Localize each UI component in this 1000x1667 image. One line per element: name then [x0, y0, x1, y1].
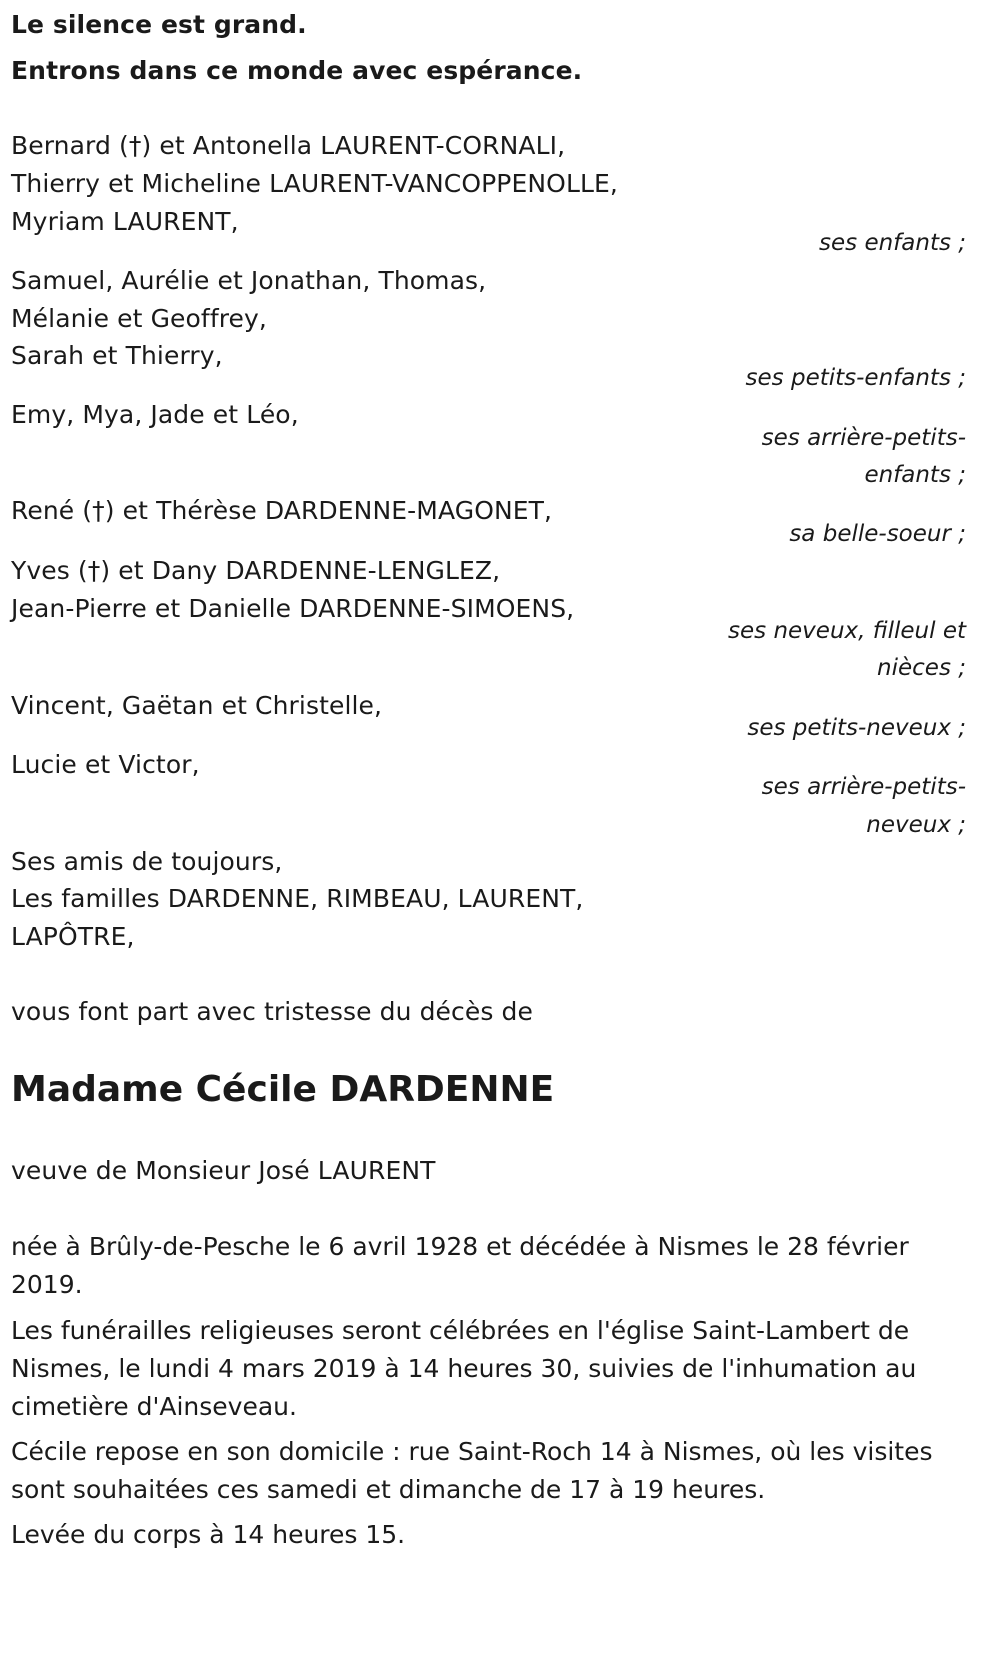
grand-nephews-relation: ses petits-neveux ; — [747, 715, 966, 741]
sister-in-law-relation: sa belle-soeur ; — [789, 521, 966, 547]
children-line-1: Bernard (†) et Antonella LAURENT-CORNALI, — [11, 131, 566, 160]
nephews-relation-1: ses neveux, filleul et — [728, 618, 966, 644]
grandchildren-relation: ses petits-enfants ; — [745, 365, 966, 391]
deceased-name: Madame Cécile DARDENNE — [11, 1069, 555, 1110]
nephews-relation-2: nièces ; — [877, 655, 966, 681]
widow-of-text: veuve de Monsieur José LAURENT — [11, 1156, 436, 1185]
grandchildren-line-2: Mélanie et Geoffrey, — [11, 304, 267, 333]
children-relation: ses enfants ; — [819, 230, 966, 256]
header-line-2: Entrons dans ce monde avec espérance. — [11, 56, 583, 85]
great-grand-nephews-relation-1: ses arrière-petits- — [761, 774, 966, 800]
children-line-3: Myriam LAURENT, — [11, 207, 239, 236]
friends-line-3: LAPÔTRE, — [11, 922, 135, 951]
grandchildren-line-1: Samuel, Aurélie et Jonathan, Thomas, — [11, 266, 487, 295]
great-grandchildren-relation-1: ses arrière-petits- — [761, 425, 966, 451]
great-grand-nephews-line-1: Lucie et Victor, — [11, 750, 200, 779]
birth-death-paragraph: née à Brûly-de-Pesche le 6 avril 1928 et décédée à Nismes le 28 février 2019. — [11, 1232, 909, 1299]
grand-nephews-line-1: Vincent, Gaëtan et Christelle, — [11, 691, 383, 720]
great-grand-nephews-relation-2: neveux ; — [866, 812, 966, 838]
visits-paragraph: Cécile repose en son domicile : rue Saint-Roch 14 à Nismes, où les visites sont souhaitées ces samedi et dimanche de 17 à 19 heures. — [11, 1437, 933, 1504]
levee-paragraph: Levée du corps à 14 heures 15. — [11, 1520, 406, 1549]
sister-in-law-line-1: René (†) et Thérèse DARDENNE-MAGONET, — [11, 496, 553, 525]
friends-line-1: Ses amis de toujours, — [11, 847, 283, 876]
header-line-1: Le silence est grand. — [11, 10, 307, 39]
friends-line-2: Les familles DARDENNE, RIMBEAU, LAURENT, — [11, 884, 584, 913]
announcement-text: vous font part avec tristesse du décès de — [11, 997, 533, 1026]
nephews-line-1: Yves (†) et Dany DARDENNE-LENGLEZ, — [11, 556, 501, 585]
great-grandchildren-line-1: Emy, Mya, Jade et Léo, — [11, 400, 299, 429]
grandchildren-line-3: Sarah et Thierry, — [11, 341, 223, 370]
nephews-line-2: Jean-Pierre et Danielle DARDENNE-SIMOENS, — [11, 594, 575, 623]
children-line-2: Thierry et Micheline LAURENT-VANCOPPENOLLE, — [11, 169, 618, 198]
funeral-paragraph: Les funérailles religieuses seront célébrées en l'église Saint-Lambert de Nismes, le lundi 4 mars 2019 à 14 heures 30, suivies de l'inhumation au cimetière d'Ainseveau. — [11, 1316, 917, 1421]
great-grandchildren-relation-2: enfants ; — [864, 462, 966, 488]
